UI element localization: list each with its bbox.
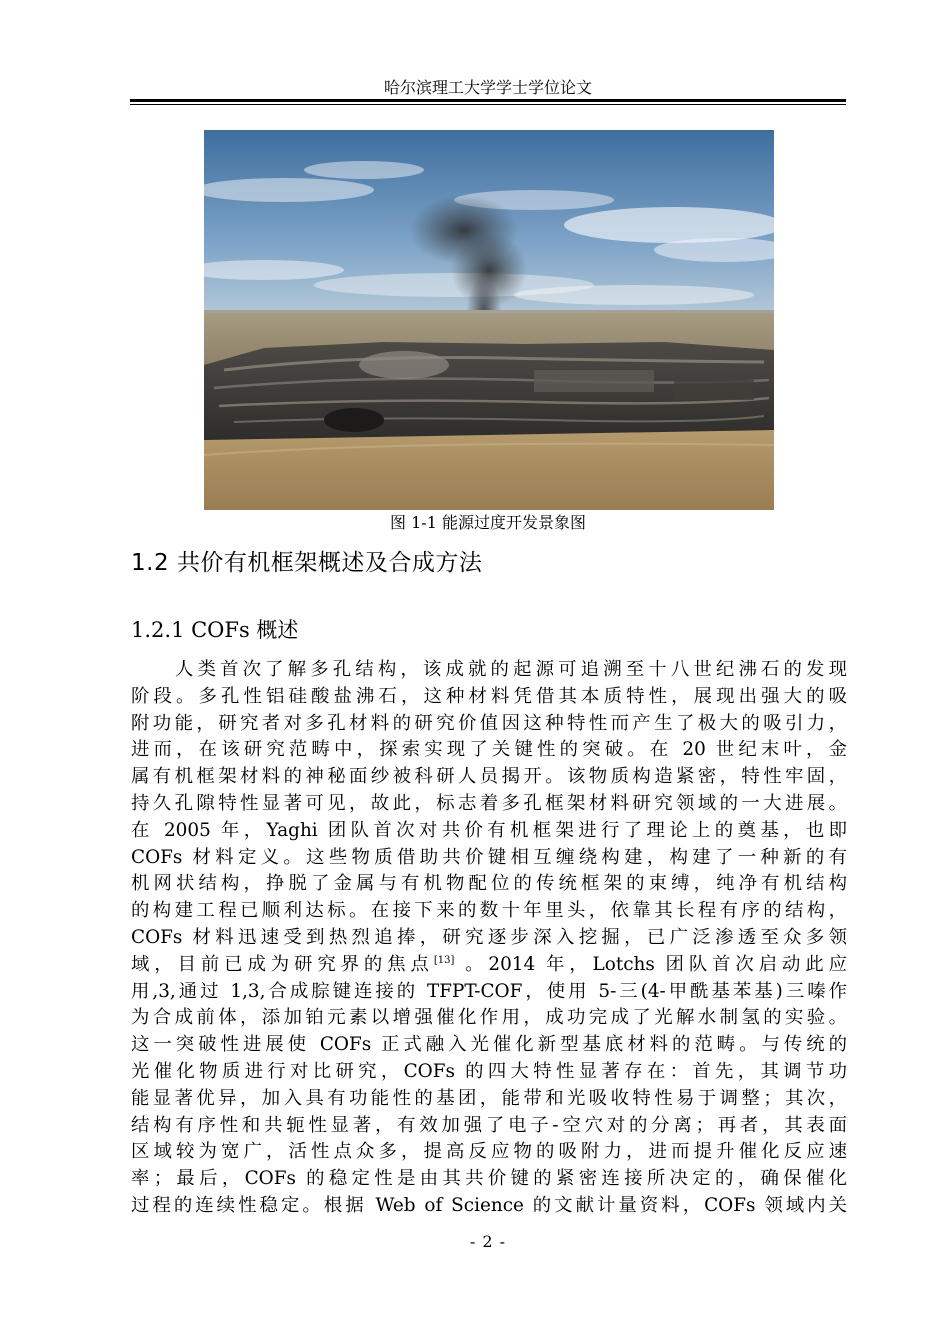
paragraph-line: 过程的连续性稳定。根据 Web of Science 的文献计量资料，COFs 领域内关 bbox=[131, 1194, 847, 1216]
paragraph-line: 在 2005 年，Yaghi 团队首次对共价有机框架进行了理论上的奠基，也即 bbox=[131, 819, 847, 841]
paragraph-line: 的构建工程已顺利达标。在接下来的数十年里头，依靠其长程有序的结构， bbox=[131, 900, 847, 922]
paragraph-line: 机网状结构，挣脱了金属与有机物配位的传统框架的束缚，纯净有机结构 bbox=[131, 873, 847, 895]
paragraph-line: 阶段。多孔性铝硅酸盐沸石，这种材料凭借其本质特性，展现出强大的吸 bbox=[131, 685, 847, 707]
figure-caption: 图 1-1 能源过度开发景象图 bbox=[390, 513, 586, 532]
paragraph-line-text: 域，目前已成为研究界的焦点 bbox=[131, 953, 434, 975]
paragraph-line: 结构有序性和共轭性显著，有效加强了电子-空穴对的分离；再者，其表面 bbox=[131, 1114, 847, 1136]
paragraph-line: 为合成前体，添加铂元素以增强催化作用，成功完成了光解水制氢的实验。 bbox=[131, 1007, 847, 1029]
paragraph-line: 持久孔隙特性显著可见，故此，标志着多孔框架材料研究领域的一大进展。 bbox=[131, 792, 847, 814]
page-number: - 2 - bbox=[469, 1232, 507, 1251]
paragraph-line: COFs 材料定义。这些物质借助共价键相互缠绕构建，构建了一种新的有 bbox=[131, 846, 847, 868]
section-heading: 1.2 共价有机框架概述及合成方法 bbox=[131, 550, 483, 576]
paragraph-line: 能显著优异，加入具有功能性的基团，能带和光吸收特性易于调整；其次， bbox=[131, 1087, 847, 1109]
paragraph-line-text: 。2014 年，Lotchs 团队首次启动此应 bbox=[454, 953, 847, 975]
paragraph-line: 用,3,通过 1,3,合成腙键连接的 TFPT-COF，使用 5-三(4-甲酰基苯基)三嗪作 bbox=[131, 980, 847, 1002]
paragraph-line-with-citation bbox=[131, 952, 847, 979]
paragraph-line: 进而，在该研究范畴中，探索实现了关键性的突破。在 20 世纪末叶，金 bbox=[131, 739, 847, 761]
paragraph-line: 属有机框架材料的神秘面纱被科研人员揭开。该物质构造紧密，特性牢固， bbox=[131, 766, 847, 788]
paragraph-line: COFs 材料迅速受到热烈追捧，研究逐步深入挖掘，已广泛渗透至众多领 bbox=[131, 926, 847, 948]
header-rule-thick bbox=[130, 99, 846, 102]
paragraph-line: 区域较为宽广，活性点众多，提高反应物的吸附力，进而提升催化反应速 bbox=[131, 1141, 847, 1163]
citation-ref: [13] bbox=[433, 954, 455, 966]
subsection-heading: 1.2.1 COFs 概述 bbox=[131, 618, 299, 642]
paragraph-line: 附功能，研究者对多孔材料的研究价值因这种特性而产生了极大的吸引力， bbox=[131, 712, 847, 734]
page-header-title: 哈尔滨理工大学学士学位论文 bbox=[383, 78, 592, 97]
paragraph-line: 人类首次了解多孔结构，该成就的起源可追溯至十八世纪沸石的发现 bbox=[175, 659, 847, 680]
paragraph-line: 光催化物质进行对比研究，COFs 的四大特性显著存在：首先，其调节功 bbox=[131, 1060, 847, 1082]
open-pit-mine-photo bbox=[204, 130, 774, 510]
paragraph-line: 这一突破性进展使 COFs 正式融入光催化新型基底材料的范畴。与传统的 bbox=[131, 1034, 847, 1056]
body-paragraph bbox=[131, 657, 847, 1220]
paragraph-line: 率；最后，COFs 的稳定性是由其共价键的紧密连接所决定的，确保催化 bbox=[131, 1168, 847, 1190]
header-rule-thin bbox=[130, 104, 846, 105]
